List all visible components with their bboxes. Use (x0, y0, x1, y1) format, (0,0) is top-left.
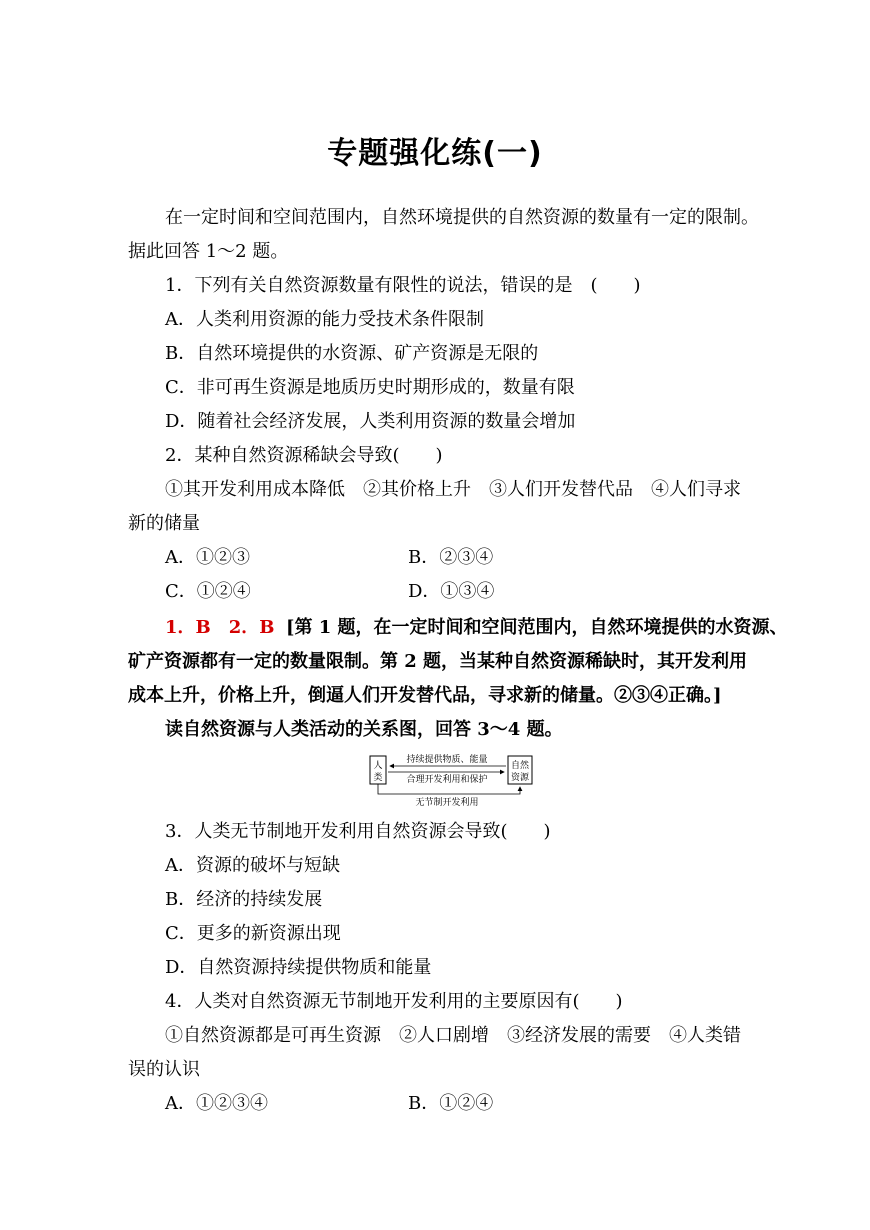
question-3-option-b: B．经济的持续发展 (165, 889, 323, 910)
resource-box-label-2: 资源 (510, 773, 530, 783)
question-3-option-c: C．更多的新资源出现 (165, 923, 341, 944)
intro-line-1: 在一定时间和空间范围内，自然环境提供的自然资源的数量有一定的限制。 (165, 207, 759, 228)
question-2-stem: 2．某种自然资源稀缺会导致( ) (165, 445, 443, 466)
question-3-option-a: A．资源的破坏与短缺 (165, 855, 340, 876)
question-4-items-line-1: ①自然资源都是可再生资源 ②人口剧增 ③经济发展的需要 ④人类错 (165, 1025, 741, 1046)
human-box-label-1: 人 (373, 761, 383, 771)
question-1-option-a: A．人类利用资源的能力受技术条件限制 (165, 309, 484, 330)
question-1-option-c: C．非可再生资源是地质历史时期形成的，数量有限 (165, 377, 575, 398)
question-2-option-d: D．①③④ (408, 581, 495, 602)
top-arrow-label: 持续提供物质、能量 (406, 755, 488, 765)
intro-3-4: 读自然资源与人类活动的关系图，回答 3～4 题。 (165, 719, 563, 740)
middle-arrow-label: 合理开发利用和保护 (406, 775, 488, 785)
answer-label: 1．B 2．B (165, 617, 275, 638)
question-2-items-line-2: 新的储量 (128, 513, 200, 534)
question-4-option-a: A．①②③④ (165, 1093, 268, 1114)
human-box-label-2: 类 (373, 773, 383, 783)
answer-explanation-line-1: [第 1 题，在一定时间和空间范围内，自然环境提供的水资源、 (285, 617, 788, 638)
answer-1-2-line-1 (165, 616, 788, 640)
question-2-option-c: C．①②④ (165, 581, 251, 602)
answer-1-2-line-2: 矿产资源都有一定的数量限制。第 2 题，当某种自然资源稀缺时，其开发利用 (128, 651, 748, 672)
answer-1-2-line-3: 成本上升，价格上升，倒逼人们开发替代品，寻求新的储量。②③④正确。] (128, 685, 722, 706)
resource-box-label-1: 自然 (510, 761, 530, 771)
question-4-items-line-2: 误的认识 (128, 1059, 200, 1080)
question-1-stem: 1．下列有关自然资源数量有限性的说法，错误的是 ( ) (165, 275, 641, 296)
bottom-arrow-label: 无节制开发利用 (415, 798, 479, 808)
question-4-option-b: B．①②④ (408, 1093, 494, 1114)
page-title: 专题强化练(一) (327, 136, 543, 171)
intro-line-2: 据此回答 1～2 题。 (128, 241, 289, 262)
question-3-option-d: D．自然资源持续提供物质和能量 (165, 957, 432, 978)
question-2-option-a: A．①②③ (165, 547, 250, 568)
question-1-option-b: B．自然环境提供的水资源、矿产资源是无限的 (165, 343, 539, 364)
question-3-stem: 3．人类无节制地开发利用自然资源会导致( ) (165, 821, 551, 842)
question-2-option-b: B．②③④ (408, 547, 494, 568)
question-1-option-d: D．随着社会经济发展，人类利用资源的数量会增加 (165, 411, 576, 432)
question-4-stem: 4．人类对自然资源无节制地开发利用的主要原因有( ) (165, 991, 623, 1012)
bottom-arrow (378, 784, 520, 794)
question-2-items-line-1: ①其开发利用成本降低 ②其价格上升 ③人们开发替代品 ④人们寻求 (165, 479, 741, 500)
relationship-diagram (368, 752, 534, 810)
